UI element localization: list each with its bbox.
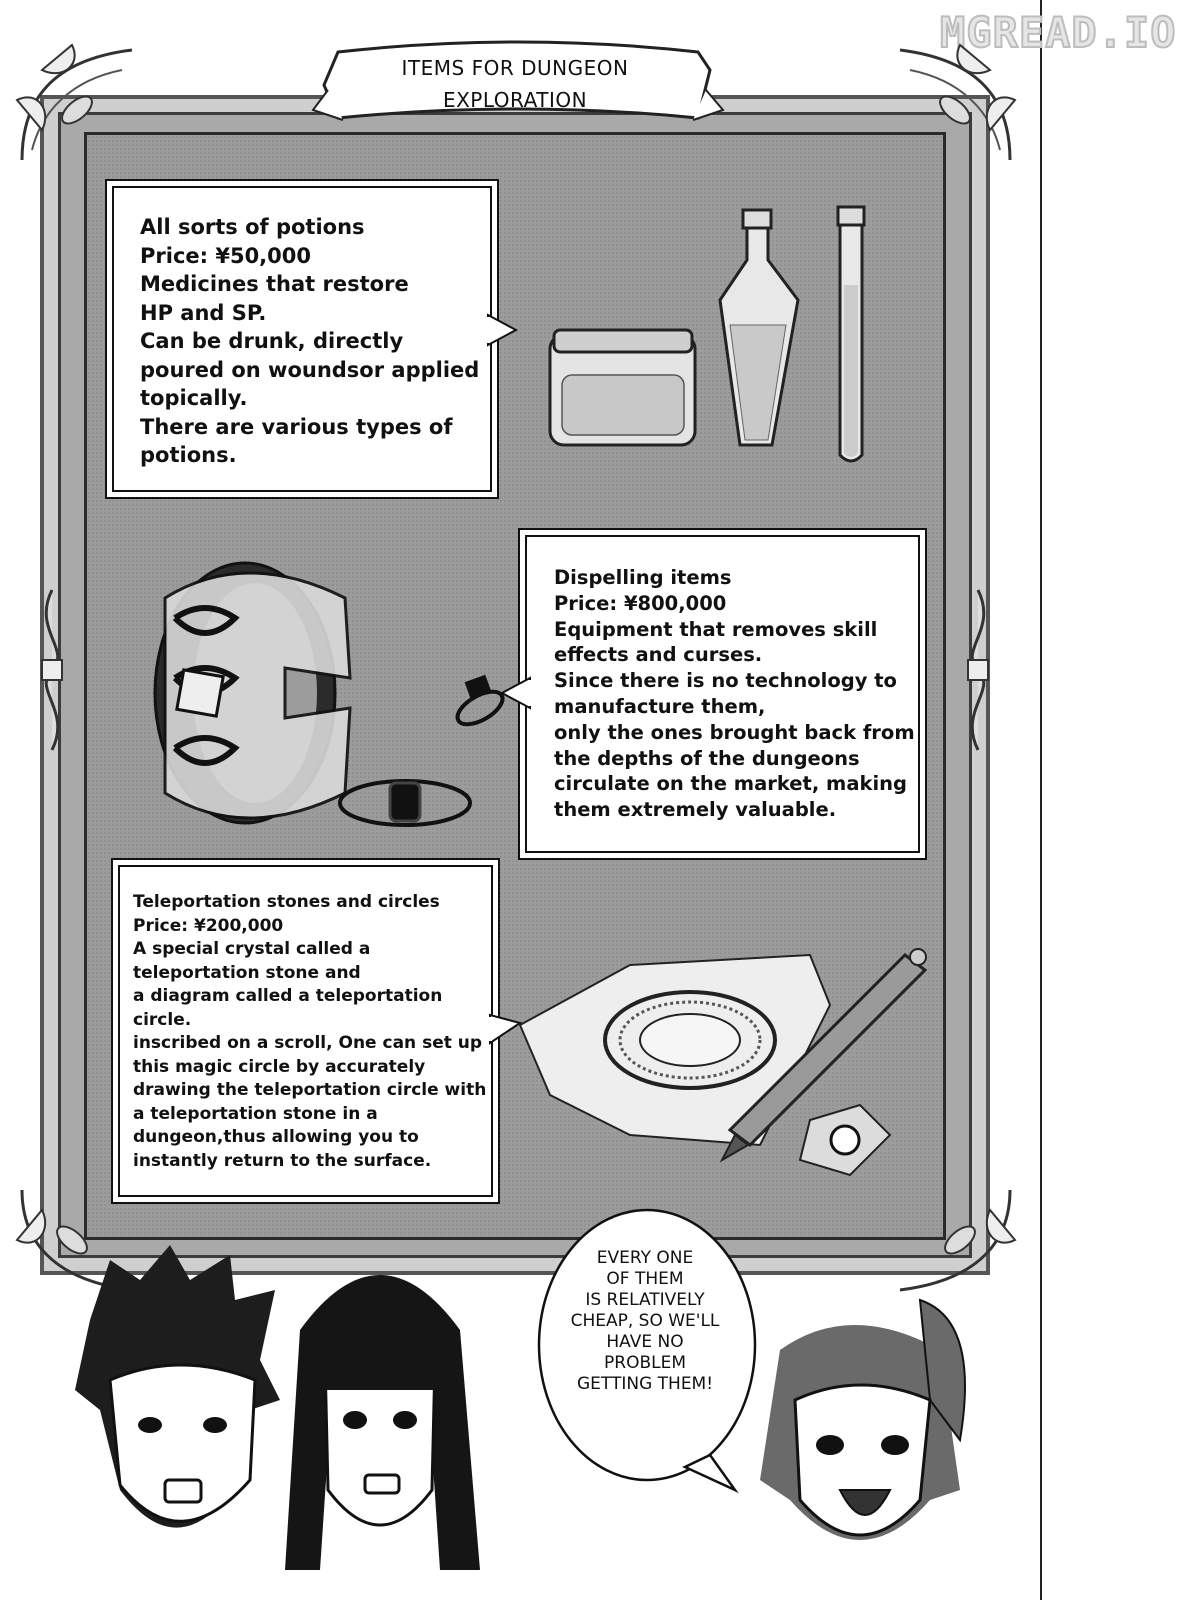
banner-title: ITEMS FOR DUNGEON EXPLORATION — [401, 56, 629, 112]
page-edge-line — [1040, 0, 1042, 1600]
potions-description: All sorts of potions Price: ¥50,000 Medicines that restore HP and SP. Can be drunk, directly poured on woundsor applied topically. There are various types of potions. — [140, 215, 480, 467]
box-pointer — [488, 315, 518, 345]
dispelling-description: Dispelling items Price: ¥800,000 Equipment that removes skill effects and curses. Since there is no technology to manufacture them, only the ones brought back from the depths of the dungeons circulate on the market, making them extremely valuable. — [554, 566, 915, 822]
corner-ornament-icon — [890, 40, 1020, 170]
corner-ornament-icon — [12, 40, 142, 170]
potion-bottles-icon — [540, 205, 890, 475]
character-faces-icon — [60, 1240, 1020, 1600]
watermark: MGREAD.IO — [940, 8, 1177, 57]
speech-text: EVERY ONE OF THEM IS RELATIVELY CHEAP, SO WE'LL HAVE NO PROBLEM GETTING THEM! — [570, 1248, 720, 1394]
side-ornament-icon — [948, 590, 1008, 750]
teleportation-description: Teleportation stones and circles Price: ¥200,000 A special crystal called a teleportation stone and a diagram called a teleportation circle. inscribed on a scroll, One can set up this magic circle by accurately drawing the teleportation circle with a teleportation stone in a dungeon,thus allowing you to instantly return to the surface. — [133, 892, 487, 1171]
bracelet-and-rings-icon — [145, 558, 525, 848]
side-ornament-icon — [22, 590, 82, 750]
scroll-and-crystal-icon — [510, 945, 940, 1215]
